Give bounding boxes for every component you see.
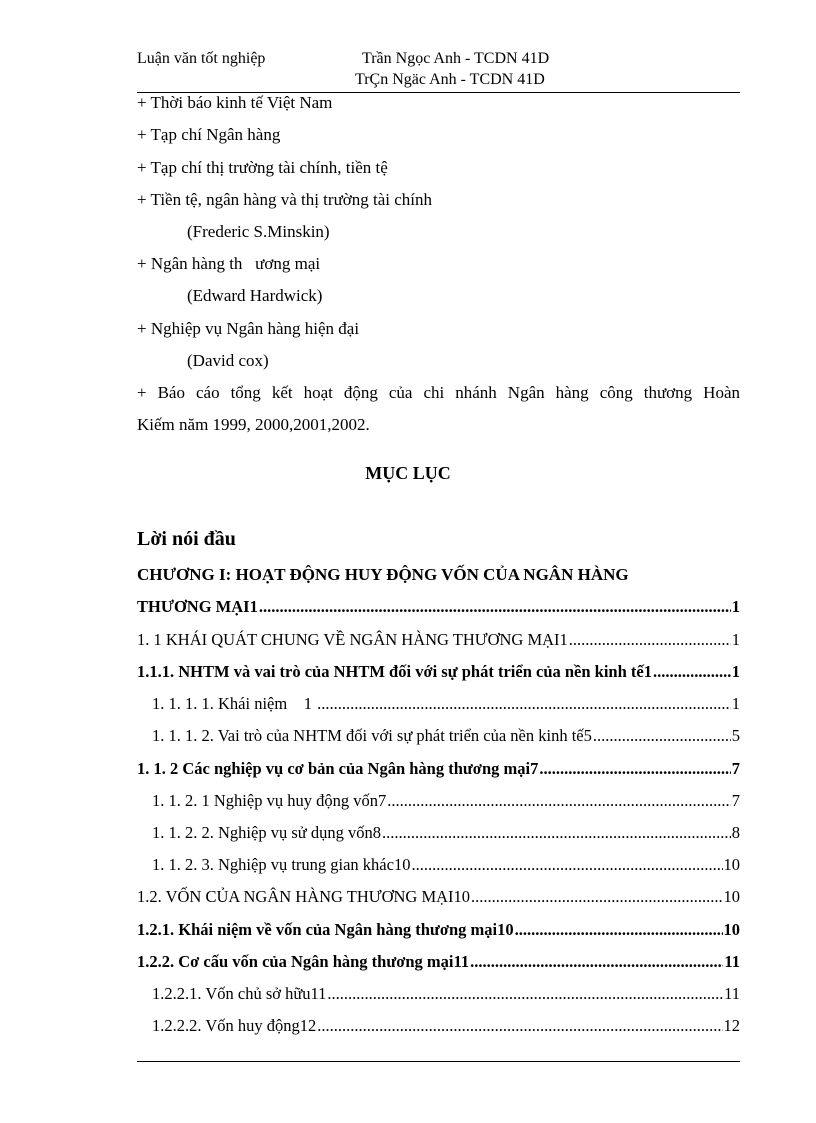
- reference-author: (Edward Hardwick): [187, 286, 323, 305]
- toc-entry-text: 1.2. VỐN CỦA NGÂN HÀNG THƯƠNG MẠI10: [137, 887, 471, 906]
- toc-entry[interactable]: [152, 984, 740, 1004]
- reference-author: (David cox): [187, 351, 269, 370]
- toc-entry-page: 10: [723, 855, 740, 874]
- toc-entry[interactable]: [152, 694, 740, 714]
- toc-entry[interactable]: [152, 726, 740, 746]
- toc-entry-text: 1.2.1. Khái niệm về vốn của Ngân hàng thương mại10: [137, 920, 514, 939]
- toc-leader: [317, 694, 731, 714]
- toc-entry[interactable]: [137, 662, 740, 682]
- toc-entry-page: 1: [731, 597, 740, 616]
- toc-entry[interactable]: [152, 1016, 740, 1036]
- toc-entry-text: 1. 1. 2. 3. Nghiệp vụ trung gian khác10: [152, 855, 411, 874]
- header-left: Luận văn tốt nghiệp: [137, 50, 266, 67]
- toc-entry-page: 8: [731, 823, 740, 842]
- toc-entry[interactable]: [137, 920, 740, 940]
- reference-item: + Tạp chí Ngân hàng: [137, 125, 281, 144]
- reference-item-last-line2: Kiếm năm 1999, 2000,2001,2002.: [137, 415, 370, 434]
- toc-entry-page: 7: [731, 791, 740, 810]
- toc-leader: [387, 791, 731, 811]
- reference-item: + Tiền tệ, ngân hàng và thị trường tài chính: [137, 190, 433, 209]
- toc-entry-text: 1.2.2.1. Vốn chủ sở hữu11: [152, 984, 327, 1003]
- reference-item: + Thời báo kinh tế Việt Nam: [137, 93, 333, 112]
- toc-entry-text: 1. 1. 2 Các nghiệp vụ cơ bản của Ngân hàng thương mại7: [137, 759, 539, 778]
- toc-entry[interactable]: [152, 823, 740, 843]
- toc-chapter-heading: CHƯƠNG I: HOẠT ĐỘNG HUY ĐỘNG VỐN CỦA NGÂN HÀNG: [137, 565, 629, 584]
- toc-entry-page: 11: [724, 984, 740, 1003]
- toc-leader: [411, 855, 722, 875]
- toc-leader: [327, 984, 723, 1004]
- toc-leader: [653, 662, 731, 682]
- reference-item-last-line1: + Báo cáo tổng kết hoạt động của chi nhánh Ngân hàng công thương Hoàn: [137, 383, 740, 402]
- toc-entry-page: 12: [723, 1016, 740, 1035]
- toc-entry-text: 1. 1. 2. 2. Nghiệp vụ sử dụng vốn8: [152, 823, 381, 842]
- toc-entry-text: 1. 1. 1. 2. Vai trò của NHTM đối với sự phát triển của nền kinh tế5: [152, 726, 592, 745]
- toc-entry-page: 5: [731, 726, 740, 745]
- toc-entry-text: 1. 1 KHÁI QUÁT CHUNG VỀ NGÂN HÀNG THƯƠNG MẠI1: [137, 630, 568, 649]
- header-right-garbled: TrÇn Ngäc Anh - TCDN 41D: [355, 71, 545, 88]
- toc-entry-page: 10: [723, 887, 740, 906]
- toc-entry-text: 1.1.1. NHTM và vai trò của NHTM đối với sự phát triển của nền kinh tế1: [137, 662, 652, 681]
- reference-item: + Nghiệp vụ Ngân hàng hiện đại: [137, 319, 360, 338]
- toc-leader: [317, 1016, 722, 1036]
- toc-entry[interactable]: [137, 630, 740, 650]
- toc-entry-text: 1. 1. 1. 1. Khái niệm 1: [152, 694, 317, 713]
- toc-entry-page: 1: [731, 630, 740, 649]
- toc-leader: [259, 597, 731, 617]
- reference-item: + Tạp chí thị trường tài chính, tiền tệ: [137, 158, 388, 177]
- toc-entry-page: 1: [731, 694, 740, 713]
- toc-entry-text: 1.2.2. Cơ cấu vốn của Ngân hàng thương mại11: [137, 952, 470, 971]
- toc-entry-text: 1. 1. 2. 1 Nghiệp vụ huy động vốn7: [152, 791, 387, 810]
- reference-item: + Ngân hàng th ương mại: [137, 254, 321, 273]
- toc-entry-page: 10: [723, 920, 740, 939]
- toc-preface: Lời nói đầu: [137, 528, 236, 550]
- reference-author: (Frederic S.Minskin): [187, 222, 330, 241]
- header-right: Trần Ngọc Anh - TCDN 41D: [362, 50, 550, 67]
- toc-entry-text: THƯƠNG MẠI1: [137, 597, 258, 616]
- toc-entry[interactable]: [137, 952, 740, 972]
- toc-entry-page: 1: [731, 662, 740, 681]
- toc-leader: [593, 726, 731, 746]
- toc-entry-page: 11: [724, 952, 740, 971]
- toc-entry-text: 1.2.2.2. Vốn huy động12: [152, 1016, 317, 1035]
- toc-leader: [382, 823, 731, 843]
- toc-entry[interactable]: [152, 855, 740, 875]
- toc-entry[interactable]: [137, 759, 740, 779]
- toc-leader: [539, 759, 730, 779]
- toc-entry-page: 7: [731, 759, 740, 778]
- toc-leader: [569, 630, 731, 650]
- toc-entry[interactable]: [152, 791, 740, 811]
- toc-entry[interactable]: [137, 887, 740, 907]
- toc-leader: [470, 952, 723, 972]
- toc-title: MỤC LỤC: [365, 463, 451, 483]
- toc-entry[interactable]: [137, 597, 740, 617]
- toc-leader: [515, 920, 723, 940]
- footer-rule: [137, 1061, 740, 1062]
- toc-leader: [471, 887, 722, 907]
